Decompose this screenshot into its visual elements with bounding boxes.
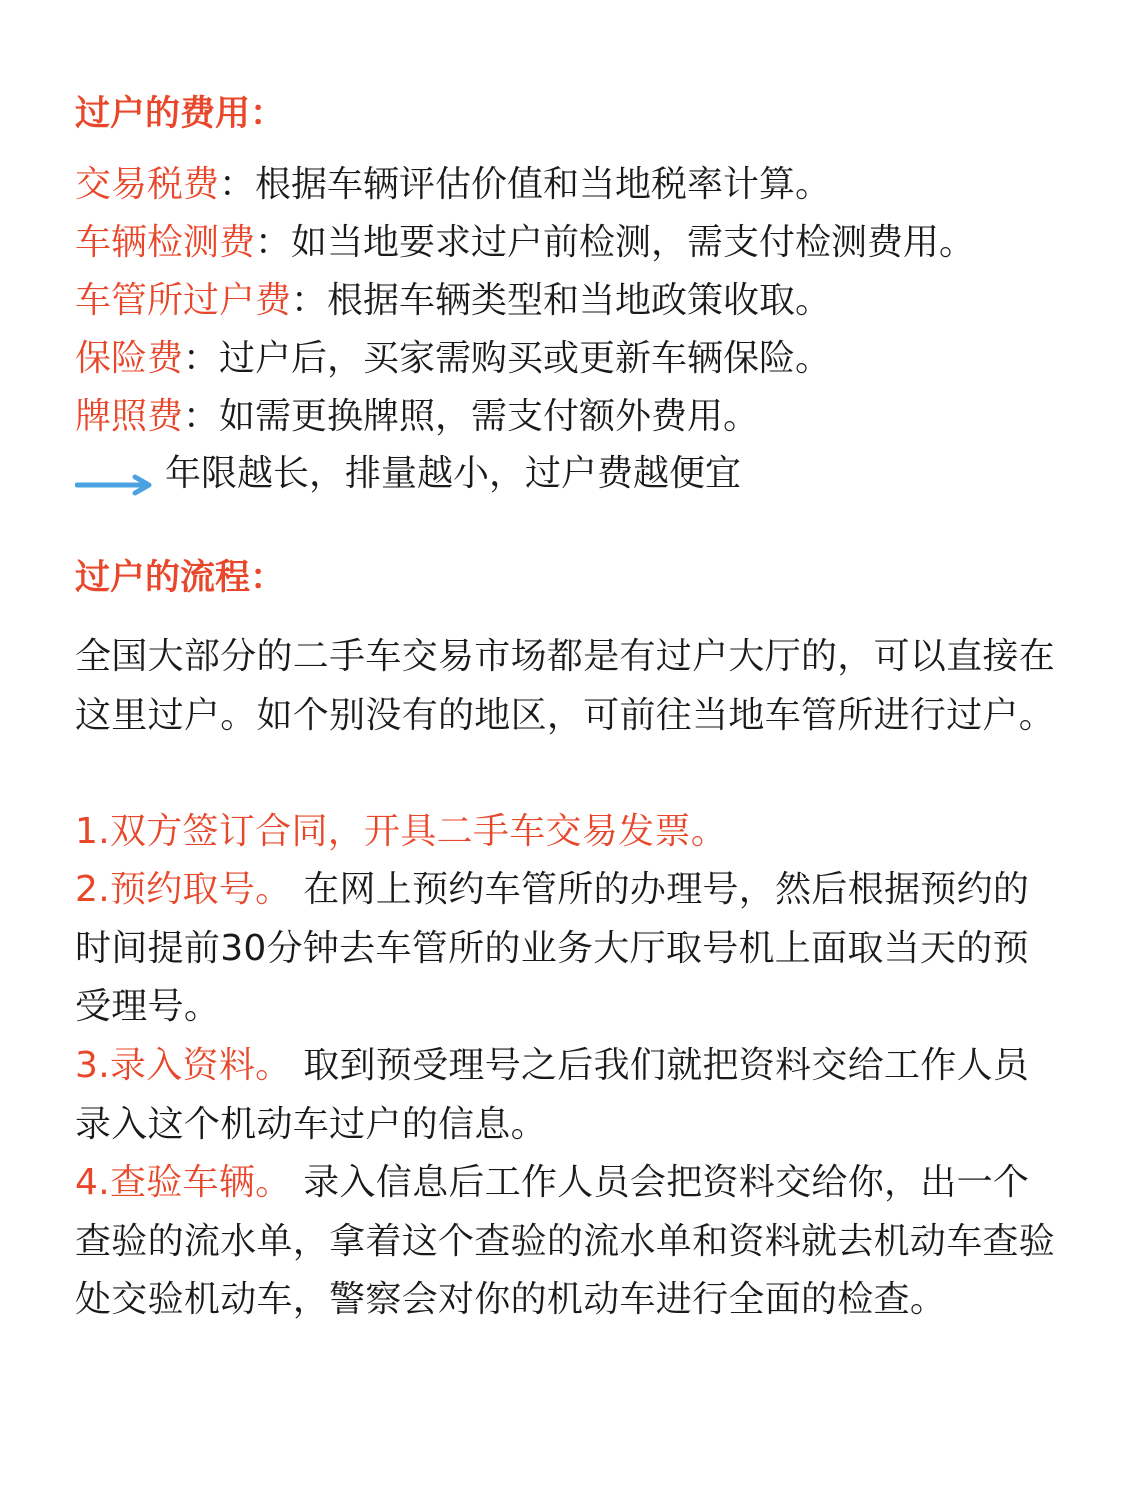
fee-label: 保险费 xyxy=(75,338,184,379)
fee-text: 根据车辆评估价值和当地税率计算。 xyxy=(255,164,832,205)
process-step-2 xyxy=(75,861,1065,1037)
fee-note xyxy=(75,450,741,498)
process-step-3 xyxy=(75,1037,1065,1154)
fee-separator: ： xyxy=(219,164,256,205)
fee-text: 如当地要求过户前检测，需支付检测费用。 xyxy=(291,222,976,263)
fee-item-transaction-tax xyxy=(75,161,831,209)
fee-separator: ： xyxy=(255,222,292,263)
process-intro: 全国大部分的二手车交易市场都是有过户大厅的，可以直接在这里过户。如个别没有的地区，可前往当地车管所进行过户。 xyxy=(75,636,1056,736)
fee-item-insurance xyxy=(75,335,831,383)
fee-text: 如需更换牌照，需支付额外费用。 xyxy=(219,396,760,437)
fee-text: 过户后，买家需购买或更新车辆保险。 xyxy=(219,338,832,379)
step-title: 1.双方签订合同，开具二手车交易发票。 xyxy=(75,811,728,852)
step-title: 4.查验车辆。 xyxy=(75,1162,292,1203)
fee-label: 交易税费 xyxy=(75,164,220,205)
fee-label: 车辆检测费 xyxy=(75,222,256,263)
fee-label: 牌照费 xyxy=(75,396,184,437)
fee-text: 根据车辆类型和当地政策收取。 xyxy=(327,280,832,321)
step-text: 录入信息后工作人员会把资料交给你，出一个查验的流水单，拿着这个查验的流水单和资料就去机动车查验处交验机动车，警察会对你的机动车进行全面的检查。 xyxy=(75,1162,1056,1320)
process-step-4 xyxy=(75,1154,1065,1330)
fee-separator: ： xyxy=(183,396,220,437)
step-title: 2.预约取号。 xyxy=(75,869,292,910)
step-text: 取到预受理号之后我们就把资料交给工作人员录入这个机动车过户的信息。 xyxy=(75,1045,1030,1145)
process-heading: 过户的流程： xyxy=(75,558,286,598)
fees-heading: 过户的费用： xyxy=(75,94,286,134)
process-step-1 xyxy=(75,803,1065,862)
fee-item-transfer xyxy=(75,277,831,325)
arrow-right-icon xyxy=(75,462,155,486)
fee-separator: ： xyxy=(183,338,220,379)
fee-separator: ： xyxy=(291,280,328,321)
fee-label: 车管所过户费 xyxy=(75,280,292,321)
step-text: 在网上预约车管所的办理号，然后根据预约的时间提前30分钟去车管所的业务大厅取号机上面取当天的预受理号。 xyxy=(75,869,1030,1027)
step-title: 3.录入资料。 xyxy=(75,1045,292,1086)
fee-item-inspection xyxy=(75,219,975,267)
fee-note-text: 年限越长，排量越小，过户费越便宜 xyxy=(165,453,742,494)
fee-item-plate xyxy=(75,393,759,441)
